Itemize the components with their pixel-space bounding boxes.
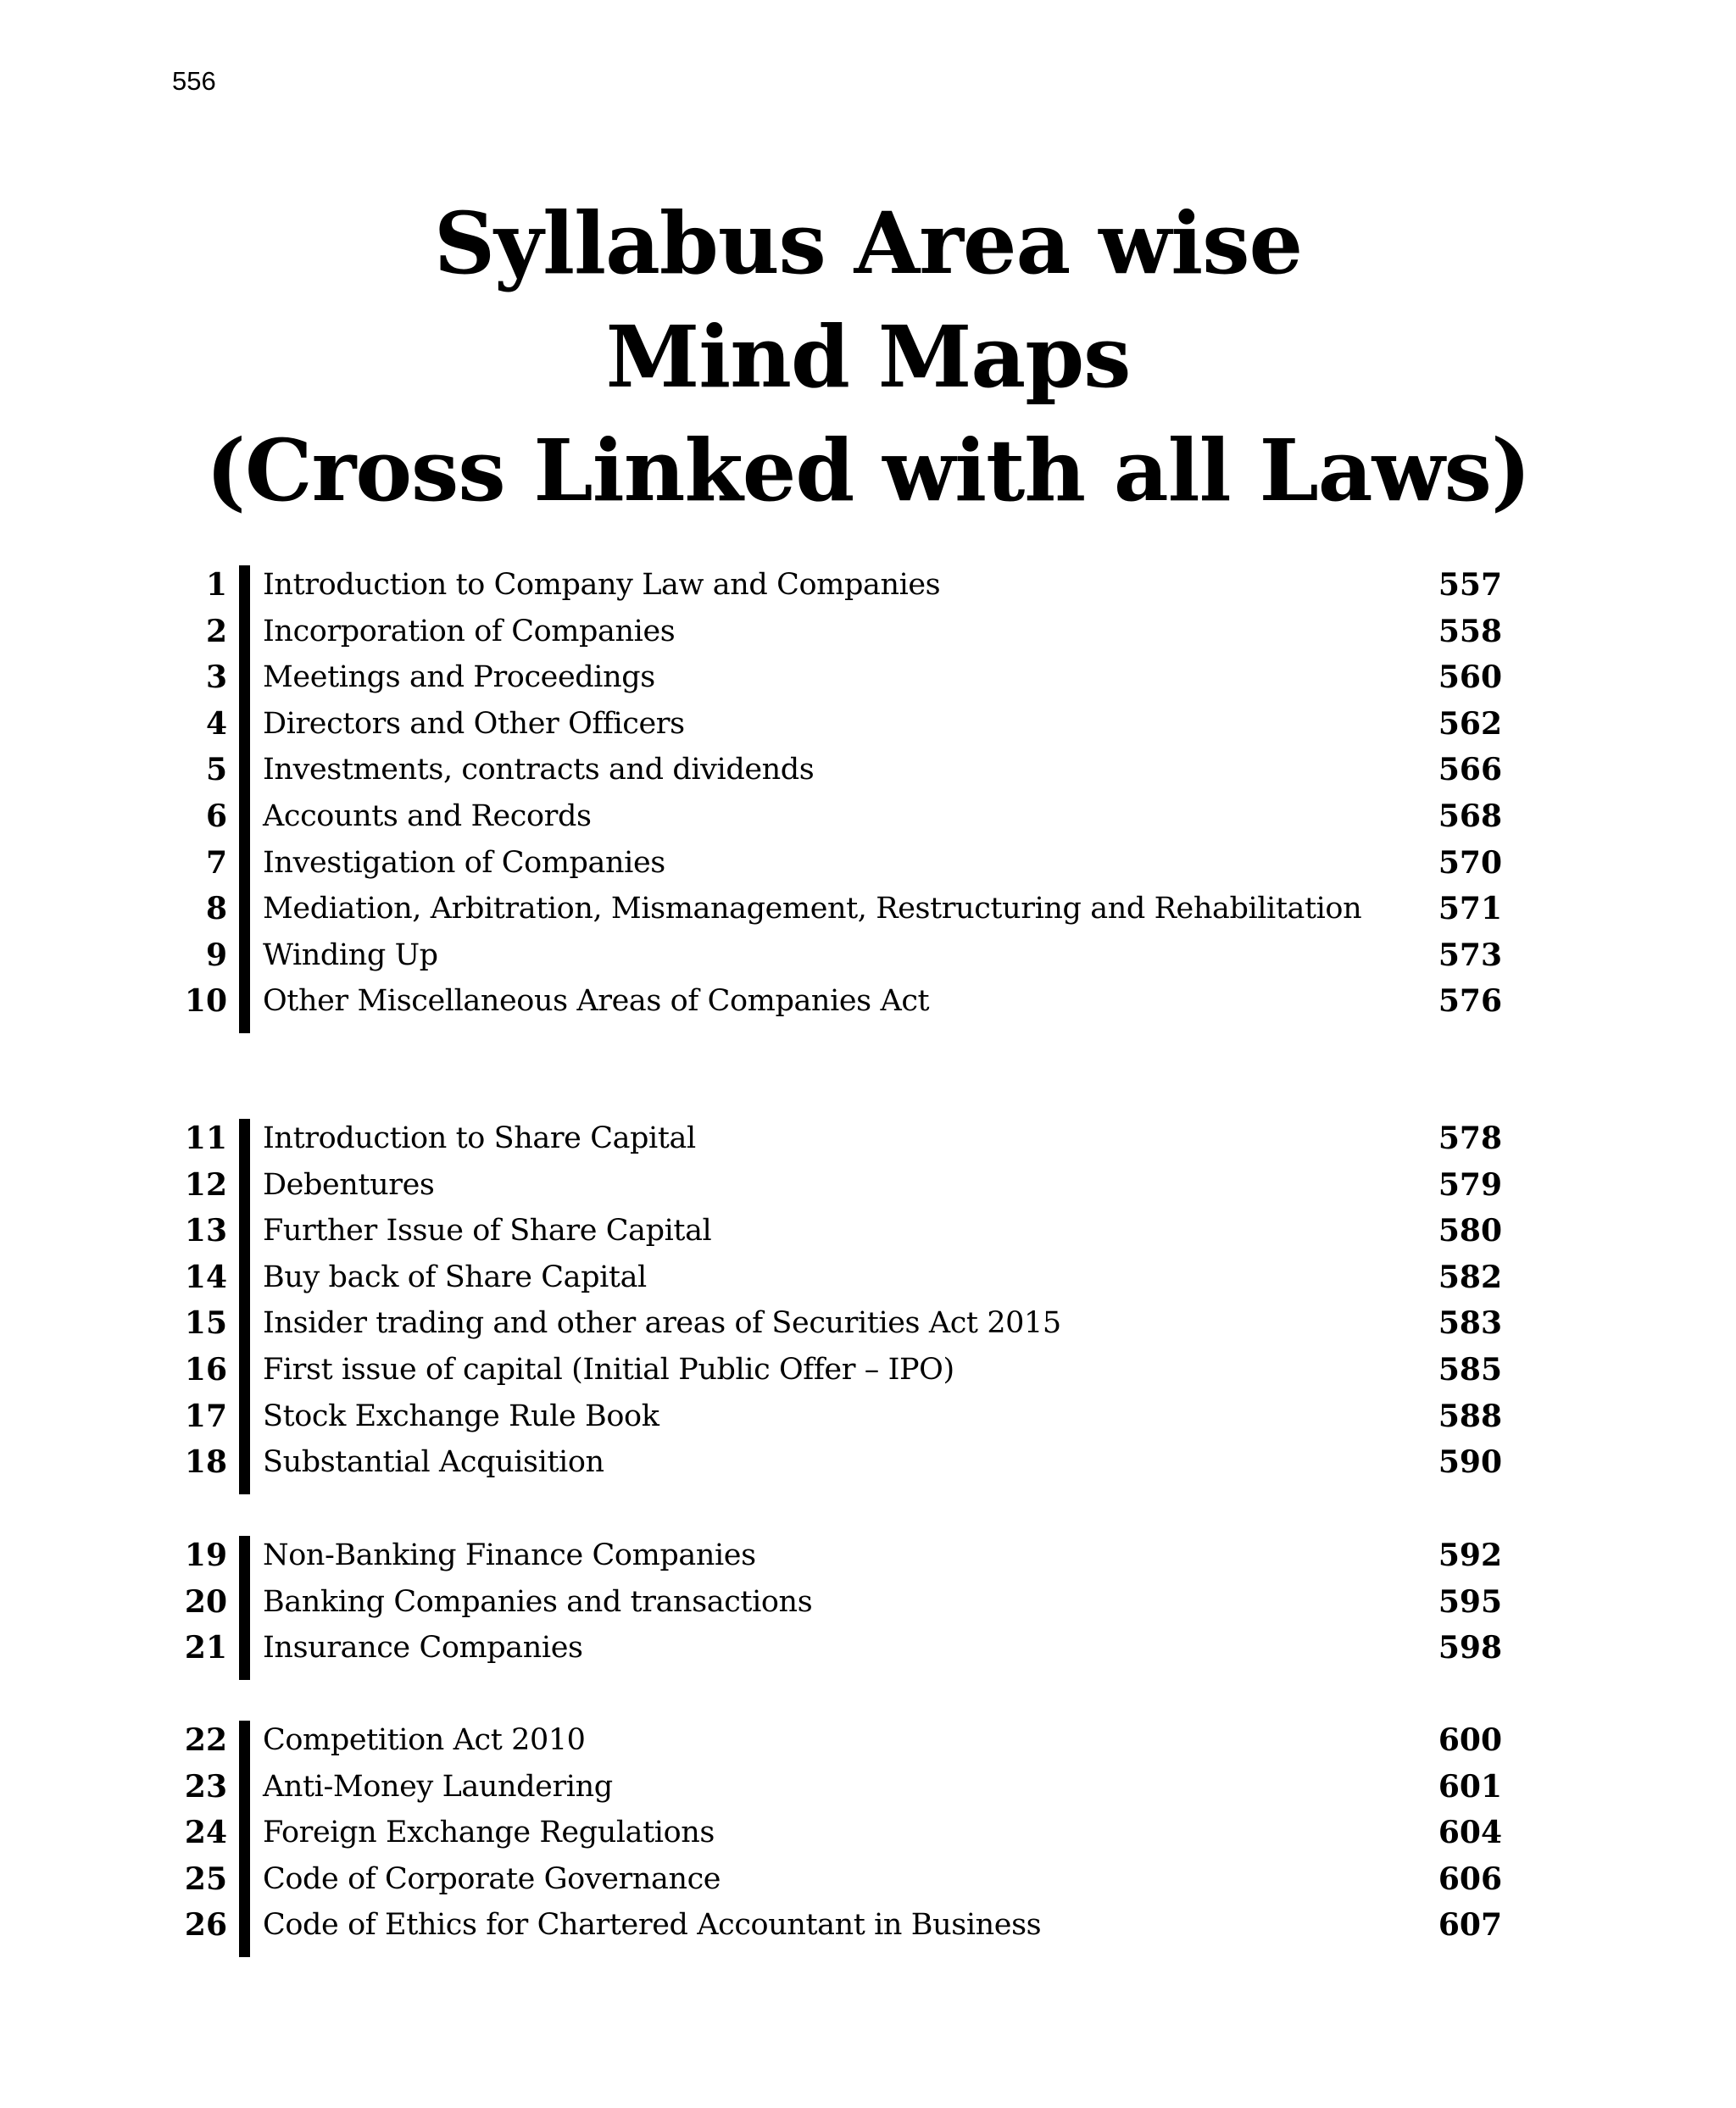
entry-number: 9 [205, 937, 227, 973]
entry-page-number: 598 [1438, 1630, 1502, 1666]
entry-page-number: 582 [1438, 1259, 1502, 1295]
toc-entry[interactable] [0, 1764, 1736, 1810]
toc-entry[interactable] [0, 1810, 1736, 1856]
toc-entry[interactable] [0, 978, 1736, 1025]
toc-entry[interactable] [0, 1532, 1736, 1579]
entry-title: Buy back of Share Capital [263, 1260, 647, 1294]
entry-title: Insurance Companies [263, 1631, 583, 1666]
entry-number: 19 [184, 1538, 227, 1573]
page-number: 556 [172, 66, 216, 96]
entry-title: Non-Banking Finance Companies [263, 1538, 756, 1572]
entry-number: 14 [184, 1259, 227, 1295]
entry-number: 26 [184, 1907, 227, 1944]
entry-page-number: 585 [1438, 1352, 1502, 1388]
toc-entry[interactable] [0, 1856, 1736, 1903]
entry-number: 13 [184, 1213, 227, 1249]
entry-page-number: 607 [1438, 1907, 1502, 1944]
entry-title: Incorporation of Companies [263, 614, 676, 648]
entry-title: Meetings and Proceedings [263, 660, 655, 695]
toc-entry[interactable] [0, 1115, 1736, 1162]
entry-title: Foreign Exchange Regulations [263, 1816, 715, 1850]
toc-entry[interactable] [0, 1393, 1736, 1440]
toc-entry[interactable] [0, 747, 1736, 793]
toc-entry[interactable] [0, 701, 1736, 748]
entry-page-number: 578 [1438, 1121, 1502, 1156]
entry-title: Competition Act 2010 [263, 1723, 586, 1757]
toc-entry[interactable] [0, 1347, 1736, 1393]
toc-entry[interactable] [0, 1300, 1736, 1347]
entry-page-number: 606 [1438, 1860, 1502, 1897]
entry-title: Investigation of Companies [263, 845, 665, 880]
entry-number: 6 [205, 798, 227, 834]
entry-page-number: 600 [1438, 1722, 1502, 1758]
entry-title: Code of Ethics for Chartered Accountant in Business [263, 1908, 1042, 1943]
toc-entry[interactable] [0, 793, 1736, 840]
entry-number: 24 [184, 1815, 227, 1851]
entry-number: 3 [205, 659, 227, 696]
entry-title: Directors and Other Officers [263, 706, 685, 741]
entry-page-number: 568 [1438, 798, 1502, 834]
entry-title: Mediation, Arbitration, Mismanagement, Restructuring and Rehabilitation [263, 892, 1362, 926]
toc-entry[interactable] [0, 1254, 1736, 1301]
entry-number: 8 [205, 891, 227, 927]
entry-page-number: 595 [1438, 1583, 1502, 1620]
entry-title: Introduction to Company Law and Companies [263, 568, 941, 602]
entry-number: 12 [184, 1166, 227, 1203]
toc-entry[interactable] [0, 1162, 1736, 1209]
toc-entry[interactable] [0, 1902, 1736, 1949]
entry-page-number: 576 [1438, 983, 1502, 1020]
entry-number: 25 [184, 1860, 227, 1897]
toc-entry[interactable] [0, 562, 1736, 609]
entry-page-number: 580 [1438, 1213, 1502, 1249]
entry-title: Investments, contracts and dividends [263, 753, 815, 787]
toc-entry[interactable] [0, 609, 1736, 655]
entry-page-number: 604 [1438, 1815, 1502, 1851]
entry-page-number: 601 [1438, 1768, 1502, 1805]
entry-number: 2 [205, 613, 227, 649]
entry-page-number: 573 [1438, 937, 1502, 973]
entry-number: 20 [184, 1583, 227, 1620]
entry-title: Stock Exchange Rule Book [263, 1399, 659, 1433]
entry-number: 15 [184, 1305, 227, 1342]
entry-title: Winding Up [263, 937, 438, 972]
title-line-3: (Cross Linked with all Laws) [205, 420, 1531, 520]
toc-entry[interactable] [0, 1625, 1736, 1671]
entry-page-number: 583 [1438, 1305, 1502, 1342]
entry-title: First issue of capital (Initial Public Offer – IPO) [263, 1353, 954, 1387]
toc-entry[interactable] [0, 1208, 1736, 1254]
entry-number: 18 [184, 1444, 227, 1481]
entry-title: Substantial Acquisition [263, 1445, 604, 1480]
entry-page-number: 570 [1438, 844, 1502, 881]
entry-page-number: 588 [1438, 1398, 1502, 1434]
entry-title: Banking Companies and transactions [263, 1584, 813, 1619]
entry-title: Code of Corporate Governance [263, 1861, 721, 1896]
toc-entry[interactable] [0, 886, 1736, 932]
entry-page-number: 557 [1438, 567, 1502, 603]
entry-page-number: 590 [1438, 1444, 1502, 1481]
entry-title: Insider trading and other areas of Securities Act 2015 [263, 1306, 1061, 1341]
entry-number: 1 [205, 567, 227, 603]
entry-title: Debentures [263, 1167, 435, 1202]
toc-entry[interactable] [0, 840, 1736, 887]
entry-page-number: 571 [1438, 891, 1502, 927]
entry-title: Other Miscellaneous Areas of Companies Act [263, 984, 930, 1019]
entry-title: Further Issue of Share Capital [263, 1214, 712, 1249]
entry-title: Anti-Money Laundering [263, 1769, 613, 1804]
title-line-1: Syllabus Area wise [433, 193, 1303, 293]
entry-number: 11 [184, 1121, 227, 1156]
entry-number: 5 [205, 752, 227, 788]
entry-title: Introduction to Share Capital [263, 1121, 696, 1155]
toc-entry[interactable] [0, 654, 1736, 701]
entry-page-number: 558 [1438, 613, 1502, 649]
toc-entry[interactable] [0, 932, 1736, 979]
entry-number: 10 [184, 983, 227, 1020]
page-title [0, 186, 1736, 527]
entry-page-number: 566 [1438, 752, 1502, 788]
entry-page-number: 592 [1438, 1538, 1502, 1573]
entry-page-number: 560 [1438, 659, 1502, 696]
toc-entry[interactable] [0, 1579, 1736, 1626]
entry-page-number: 579 [1438, 1166, 1502, 1203]
toc-entry[interactable] [0, 1717, 1736, 1764]
entry-number: 4 [205, 705, 227, 742]
toc-entry[interactable] [0, 1439, 1736, 1486]
entry-number: 22 [184, 1722, 227, 1758]
entry-number: 23 [184, 1768, 227, 1805]
entry-page-number: 562 [1438, 705, 1502, 742]
entry-number: 7 [205, 844, 227, 881]
entry-title: Accounts and Records [263, 799, 592, 833]
entry-number: 17 [184, 1398, 227, 1434]
entry-number: 21 [184, 1630, 227, 1666]
entry-number: 16 [184, 1352, 227, 1388]
title-line-2: Mind Maps [605, 307, 1131, 407]
